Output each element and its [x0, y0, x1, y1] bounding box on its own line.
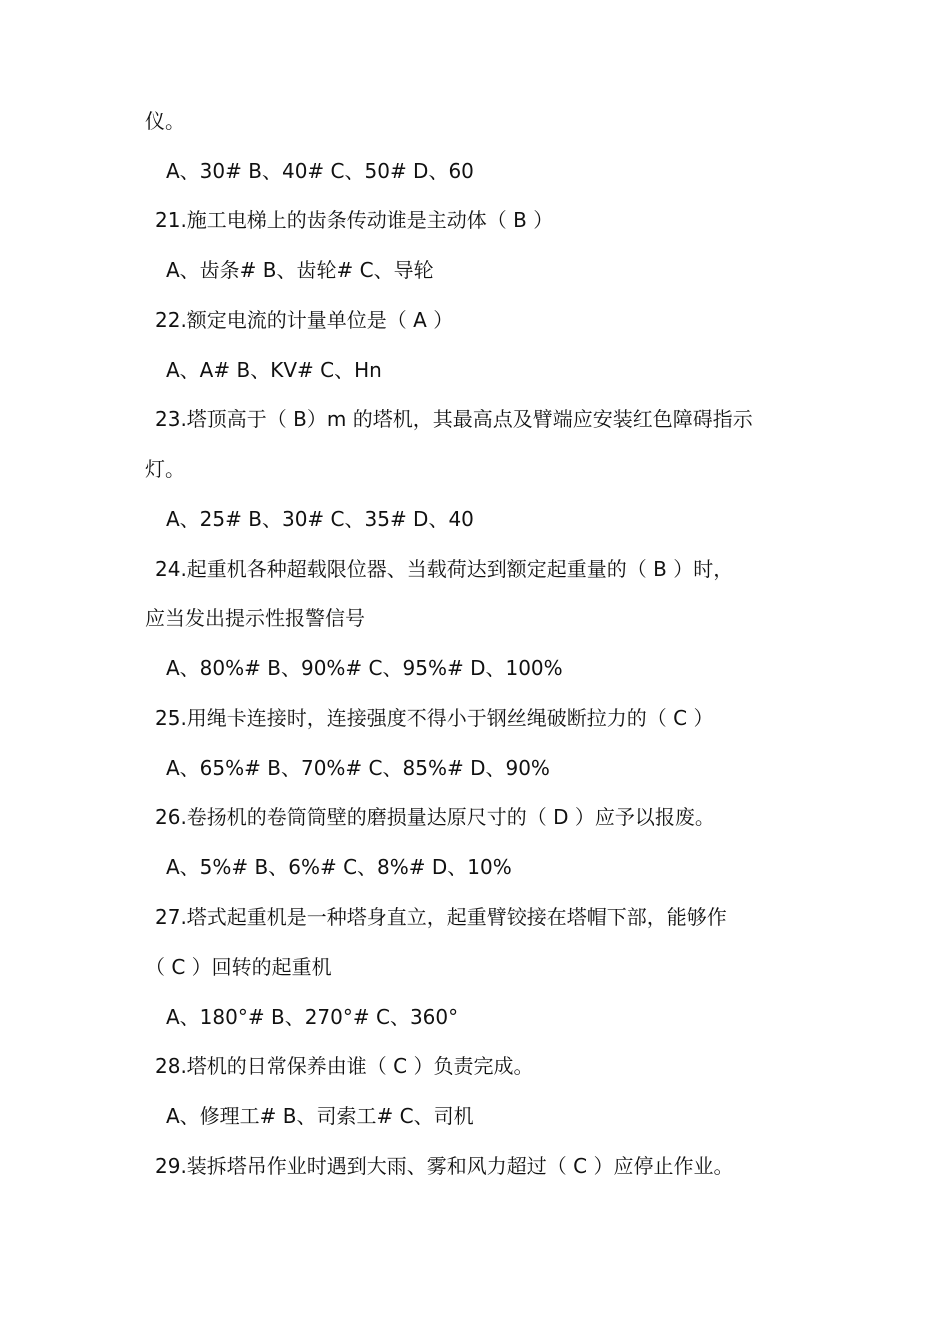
answer-options-21: A、齿条# B、齿轮# C、导轮 — [166, 258, 434, 282]
answer-options-26: A、5%# B、6%# C、8%# D、10% — [166, 855, 512, 879]
answer-options-24: A、80%# B、90%# C、95%# D、100% — [166, 656, 563, 680]
answer-options-22: A、A# B、KV# C、Hn — [166, 358, 382, 382]
question-24: 24.起重机各种超载限位器、当载荷达到额定起重量的（ B ）时， — [155, 557, 734, 581]
question-21: 21.施工电梯上的齿条传动谁是主动体（ B ） — [155, 208, 554, 232]
answer-options-27: A、180°# B、270°# C、360° — [166, 1005, 459, 1029]
question-27-continuation: （ C ）回转的起重机 — [145, 955, 332, 979]
answer-options-28: A、修理工# B、司索工# C、司机 — [166, 1104, 474, 1128]
answer-options-23: A、25# B、30# C、35# D、40 — [166, 507, 474, 531]
question-24-continuation: 应当发出提示性报警信号 — [145, 606, 365, 630]
question-25: 25.用绳卡连接时，连接强度不得小于钢丝绳破断拉力的（ C ） — [155, 706, 714, 730]
question-28: 28.塔机的日常保养由谁（ C ）负责完成。 — [155, 1054, 534, 1078]
answer-options-25: A、65%# B、70%# C、85%# D、90% — [166, 756, 550, 780]
continuation-line: 仪。 — [145, 109, 185, 133]
question-29: 29.装拆塔吊作业时遇到大雨、雾和风力超过（ C ）应停止作业。 — [155, 1154, 734, 1178]
question-23: 23.塔顶高于（ B）m 的塔机，其最高点及臂端应安装红色障碍指示 — [155, 407, 753, 431]
question-23-continuation: 灯。 — [145, 457, 185, 481]
question-22: 22.额定电流的计量单位是（ A ） — [155, 308, 454, 332]
answer-options-20: A、30# B、40# C、50# D、60 — [166, 159, 474, 183]
question-26: 26.卷扬机的卷筒筒壁的磨损量达原尺寸的（ D ）应予以报废。 — [155, 805, 715, 829]
question-27: 27.塔式起重机是一种塔身直立，起重臂铰接在塔帽下部，能够作 — [155, 905, 727, 929]
